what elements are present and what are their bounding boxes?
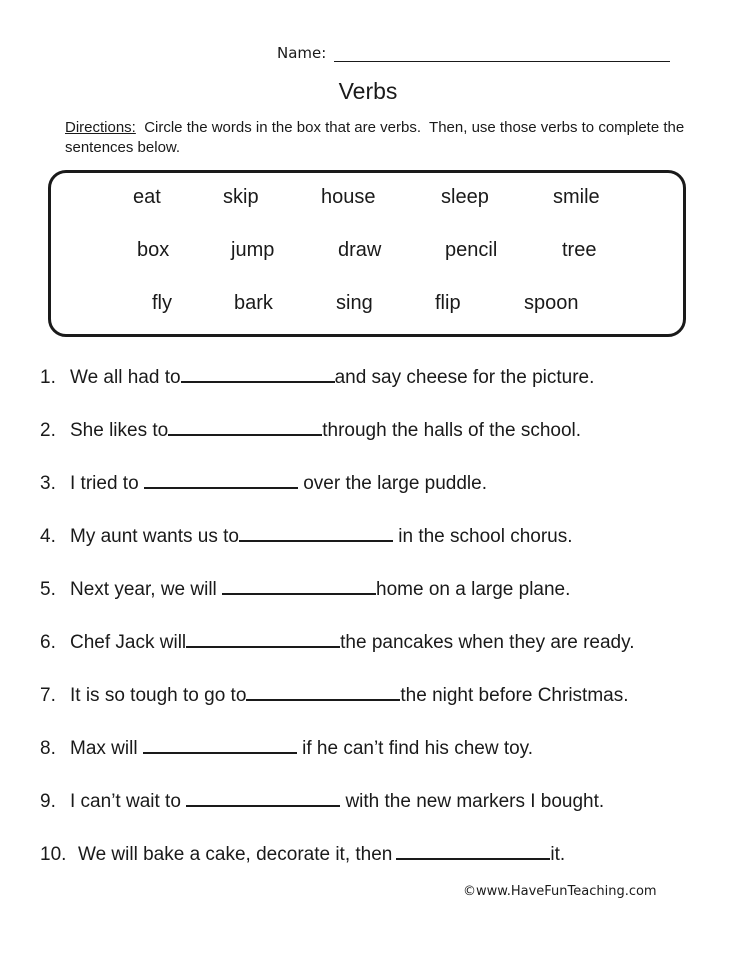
sentence-text-before: It is so tough to go to [70, 685, 247, 706]
sentence-text-before: Max will [70, 738, 143, 759]
word-box [48, 170, 686, 337]
sentence-text-before: We all had to [70, 367, 181, 388]
worksheet-title: Verbs [338, 78, 398, 104]
sentence-text-after: the night before Christmas. [400, 685, 629, 706]
sentence-7 [40, 685, 629, 707]
sentence-text-after: it. [550, 844, 566, 865]
sentence-number: 7. [40, 685, 56, 706]
sentence-text-before: I can’t wait to [70, 791, 187, 812]
name-field [277, 44, 670, 62]
sentence-text-after: home on a large plane. [376, 579, 571, 600]
sentence-number: 10. [40, 844, 67, 865]
sentence-3 [40, 473, 487, 495]
answer-blank[interactable] [143, 750, 297, 754]
sentence-text-before: She likes to [70, 420, 169, 441]
sentence-text-before: Chef Jack will [70, 632, 187, 653]
directions-label: Directions: [65, 119, 136, 136]
answer-blank[interactable] [222, 591, 376, 595]
word-fly[interactable]: fly [152, 292, 172, 314]
answer-blank[interactable] [396, 856, 550, 860]
answer-blank[interactable] [186, 644, 340, 648]
word-box-noun[interactable]: box [137, 239, 170, 261]
answer-blank[interactable] [186, 803, 340, 807]
sentence-text-after: over the large puddle. [297, 473, 487, 494]
word-skip[interactable]: skip [223, 186, 259, 208]
sentence-text-before: We will bake a cake, decorate it, then [78, 844, 393, 865]
sentence-number: 1. [40, 367, 56, 388]
answer-blank[interactable] [144, 485, 298, 489]
answer-blank[interactable] [181, 379, 335, 383]
sentence-number: 9. [40, 791, 56, 812]
sentence-text-before: My aunt wants us to [70, 526, 239, 547]
sentence-number: 3. [40, 473, 56, 494]
sentence-number: 5. [40, 579, 56, 600]
sentence-number: 2. [40, 420, 56, 441]
copyright-footer: ©www.HaveFunTeaching.com [463, 884, 657, 899]
sentence-text-after: in the school chorus. [392, 526, 573, 547]
word-bark[interactable]: bark [234, 292, 273, 314]
word-smile[interactable]: smile [553, 186, 600, 208]
name-blank-line[interactable] [334, 45, 670, 62]
sentence-number: 6. [40, 632, 56, 653]
word-tree[interactable]: tree [562, 239, 597, 261]
sentence-9 [40, 791, 604, 813]
word-pencil[interactable]: pencil [445, 239, 498, 261]
word-flip[interactable]: flip [435, 292, 461, 314]
answer-blank[interactable] [168, 432, 322, 436]
word-eat[interactable]: eat [133, 186, 161, 208]
sentence-text-after: with the new markers I bought. [340, 791, 605, 812]
sentence-text-after: the pancakes when they are ready. [340, 632, 635, 653]
sentence-1 [40, 367, 594, 389]
answer-blank[interactable] [239, 538, 393, 542]
sentence-2 [40, 420, 581, 442]
sentence-text-after: through the halls of the school. [322, 420, 582, 441]
sentence-8 [40, 738, 533, 760]
sentence-4 [40, 526, 573, 548]
word-sleep[interactable]: sleep [441, 186, 489, 208]
sentence-text-after: if he can’t find his chew toy. [296, 738, 534, 759]
sentence-5 [40, 579, 570, 601]
sentence-text-before: I tried to [70, 473, 144, 494]
sentence-text-before: Next year, we will [70, 579, 223, 600]
sentence-number: 8. [40, 738, 56, 759]
sentence-number: 4. [40, 526, 56, 547]
sentence-10 [40, 844, 565, 866]
directions [65, 118, 689, 158]
word-spoon[interactable]: spoon [524, 292, 579, 314]
sentence-6 [40, 632, 635, 654]
directions-text: Circle the words in the box that are verbs. Then, use those verbs to complete the sentences below. [65, 119, 689, 156]
word-house[interactable]: house [321, 186, 376, 208]
sentence-text-after: and say cheese for the picture. [334, 367, 595, 388]
word-sing[interactable]: sing [336, 292, 373, 314]
word-draw[interactable]: draw [338, 239, 382, 261]
word-jump[interactable]: jump [231, 239, 275, 261]
answer-blank[interactable] [246, 697, 400, 701]
name-label: Name: [277, 44, 327, 62]
